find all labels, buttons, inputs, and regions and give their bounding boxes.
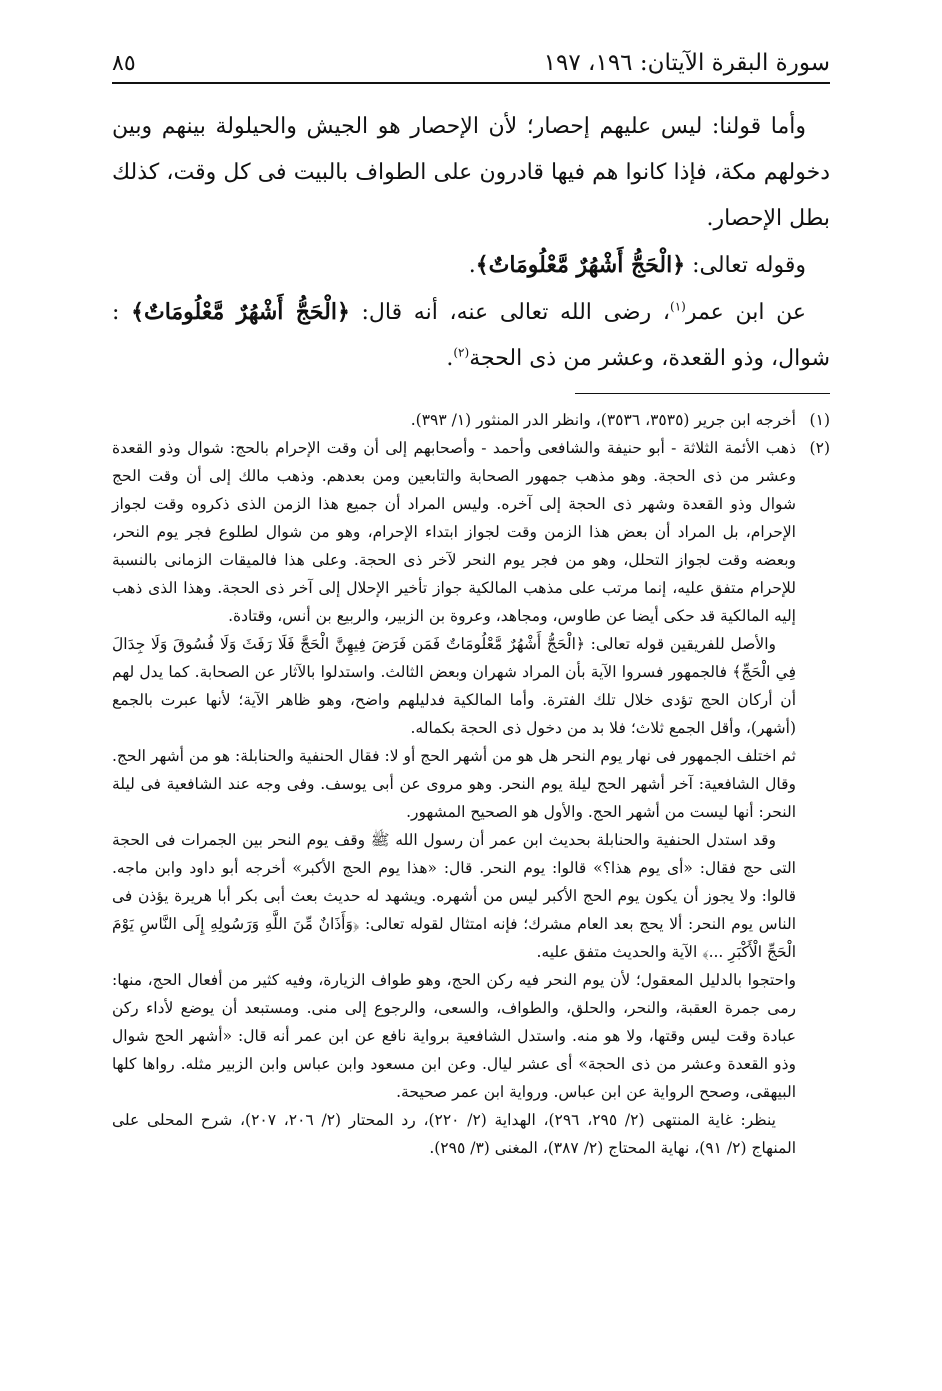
verse-end: . — [468, 253, 476, 278]
running-header — [112, 40, 830, 84]
verse-intro: وقوله تعالى: — [685, 253, 806, 278]
quran-verse: ﴿الْحَجُّ أَشْهُرٌ مَّعْلُومَاتٌ﴾ — [475, 252, 686, 278]
page-number: ٨٥ — [112, 51, 136, 76]
main-text — [112, 104, 830, 382]
footnote-separator — [575, 393, 830, 394]
footnote-ref-1[interactable]: (١) — [670, 299, 686, 314]
quran-verse: ﴿الْحَجُّ أَشْهُرٌ مَّعْلُومَاتٌ﴾ — [131, 299, 350, 325]
footnote-paragraph: وقد استدل الحنفية والحنابلة بحديث ابن عمر أن رسول الله ﷺ وقف يوم النحر بين الجمرات فى الحجة التى حج فقال: «أى يوم هذا؟» قالوا: يوم النحر. قال: «هذا يوم الحج الأكبر» أخرجه أبو داود وابن ماجه. قالوا: ولا يجوز أن يكون يوم الحج الأكبر ليس من أشهره. ويشهد له حديث بعث أبى بكر أبا هريرة يؤذن فى الناس يوم النحر: ألا يحج بعد العام مشرك؛ فإنه امتثال لقوله تعالى: ﴿وَأَذَانٌ مِّنَ اللَّهِ وَرَسُولِهِ إِلَى النَّاسِ يَوْمَ الْحَجِّ الْأَكْبَرِ ...﴾ الآية والحديث متفق عليه. — [112, 831, 796, 961]
narration-text: ، رضى الله تعالى عنه، أنه قال: — [349, 300, 670, 325]
footnote-paragraph: ذهب الأئمة الثلاثة - أبو حنيفة والشافعى وأحمد - وأصحابهم إلى أن وقت الإحرام بالحج: شوال وذو القعدة وعشر من ذى الحجة. وهو مذهب جمهور الصحابة والتابعين ومن بعدهم. وذهب مالك إلى أن وقت الحج شوال وذو القعدة وشهر ذى الحجة إلى آخره. وليس المراد أن جميع هذا الزمن الذى ذكروه وقت لجواز الإحرام، بل المراد أن بعض هذا الزمن وقت لجواز ابتداء الإحرام، وهو من شوال لطلوع فجر يوم النحر، وبعضه وقت لجواز التحلل، وهو من فجر يوم النحر لآخر ذى الحجة. وعلى هذا فالميقات الزمانى بالنسبة للإحرام متفق عليه، إنما مرتب على مذهب المالكية جواز تأخير الإحلال إلى آخر ذى الحجة. وهذا الذى ذهب إليه المالكية قد حكى أيضا عن طاوس، ومجاهد، وعروة بن الزبير، والربيع بن أنس، وقتادة. — [112, 439, 796, 625]
footnote-number: (١) — [809, 411, 830, 429]
footnote-paragraph: ثم اختلف الجمهور فى نهار يوم النحر هل هو من أشهر الحج أو لا: فقال الحنفية والحنابلة: هو من أشهر الحج. وقال الشافعية: آخر أشهر الحج ليلة يوم النحر. وهو مروى عن أبى يوسف. وفى وجه عند الشافعية فى ليلة النحر: أنها ليست من أشهر الحج. والأول هو الصحيح المشهور. — [112, 747, 796, 821]
footnote-number: (٢) — [809, 439, 830, 457]
running-title: سورة البقرة الآيتان: ١٩٦، ١٩٧ — [543, 50, 830, 76]
main-paragraph-3 — [112, 289, 830, 382]
footnotes — [112, 406, 830, 1162]
narration-months: : شوال، وذو القعدة، وعشر من ذى الحجة — [112, 300, 830, 371]
footnote-paragraph: واحتجوا بالدليل المعقول؛ لأن يوم النحر فيه ركن الحج، وهو طواف الزيارة، وفيه كثير من أفعال الحج، منها: رمى جمرة العقبة، والنحر، والحلق، والطواف، والسعى، والرجوع إلى منى. ومستبعد أن يوضع لأداء ركن عبادة وقت ليس وقتها، ولا هو منه. واستدل الشافعية برواية نافع عن ابن عمر أنه قال: «أشهر الحج شوال وذو القعدة وعشر من ذى الحجة» أى عشر ليال. وعن ابن مسعود وابن عباس وابن الزبير مثله. رواها كلها البيهقى، وصحح الرواية عن ابن عباس. ورواية ابن عمر صحيحة. — [112, 971, 796, 1101]
main-paragraph-2 — [112, 242, 830, 289]
footnote-references: ينظر: غاية المنتهى (٢/ ٢٩٥، ٢٩٦)، الهداية (٢/ ٢٢٠)، رد المحتار (٢/ ٢٠٦، ٢٠٧)، شرح المحلى على المنهاج (٢/ ٩١)، نهاية المحتاج (٢/ ٣٨٧)، المغنى (٣/ ٢٩٥). — [112, 1111, 796, 1157]
footnote-2 — [112, 434, 830, 1162]
main-paragraph-1: وأما قولنا: ليس عليهم إحصار؛ لأن الإحصار هو الجيش والحيلولة بينهم وبين دخولهم مكة، فإذا كانوا هم فيها قادرون على الطواف بالبيت فى كل وقت، كذلك بطل الإحصار. — [112, 114, 830, 231]
footnote-text: أخرجه ابن جرير (٣٥٣٥، ٣٥٣٦)، وانظر الدر المنثور (١/ ٣٩٣). — [410, 411, 796, 429]
footnote-1 — [112, 406, 830, 434]
narrator-text: عن ابن عمر — [685, 300, 807, 325]
footnote-paragraph: والأصل للفريقين قوله تعالى: ﴿الْحَجُّ أَشْهُرٌ مَّعْلُومَاتٌ فَمَن فَرَضَ فِيهِنَّ الْحَجَّ فَلَا رَفَثَ وَلَا فُسُوقَ وَلَا جِدَالَ فِي الْحَجِّ﴾ فالجمهور فسروا الآية بأن المراد شهران وبعض الثالث. واستدلوا بالآثار عن الصحابة. كما يدل لهم أن أركان الحج تؤدى خلال تلك الفترة. وأما المالكية فدليلهم واضح، وهو ظاهر الآية؛ لأنها عبرت بالجمع (أشهر)، وأقل الجمع ثلاث؛ فلا بد من دخول ذى الحجة بكماله. — [112, 635, 796, 737]
narration-end: . — [446, 346, 454, 371]
footnote-ref-2[interactable]: (٢) — [453, 345, 470, 360]
